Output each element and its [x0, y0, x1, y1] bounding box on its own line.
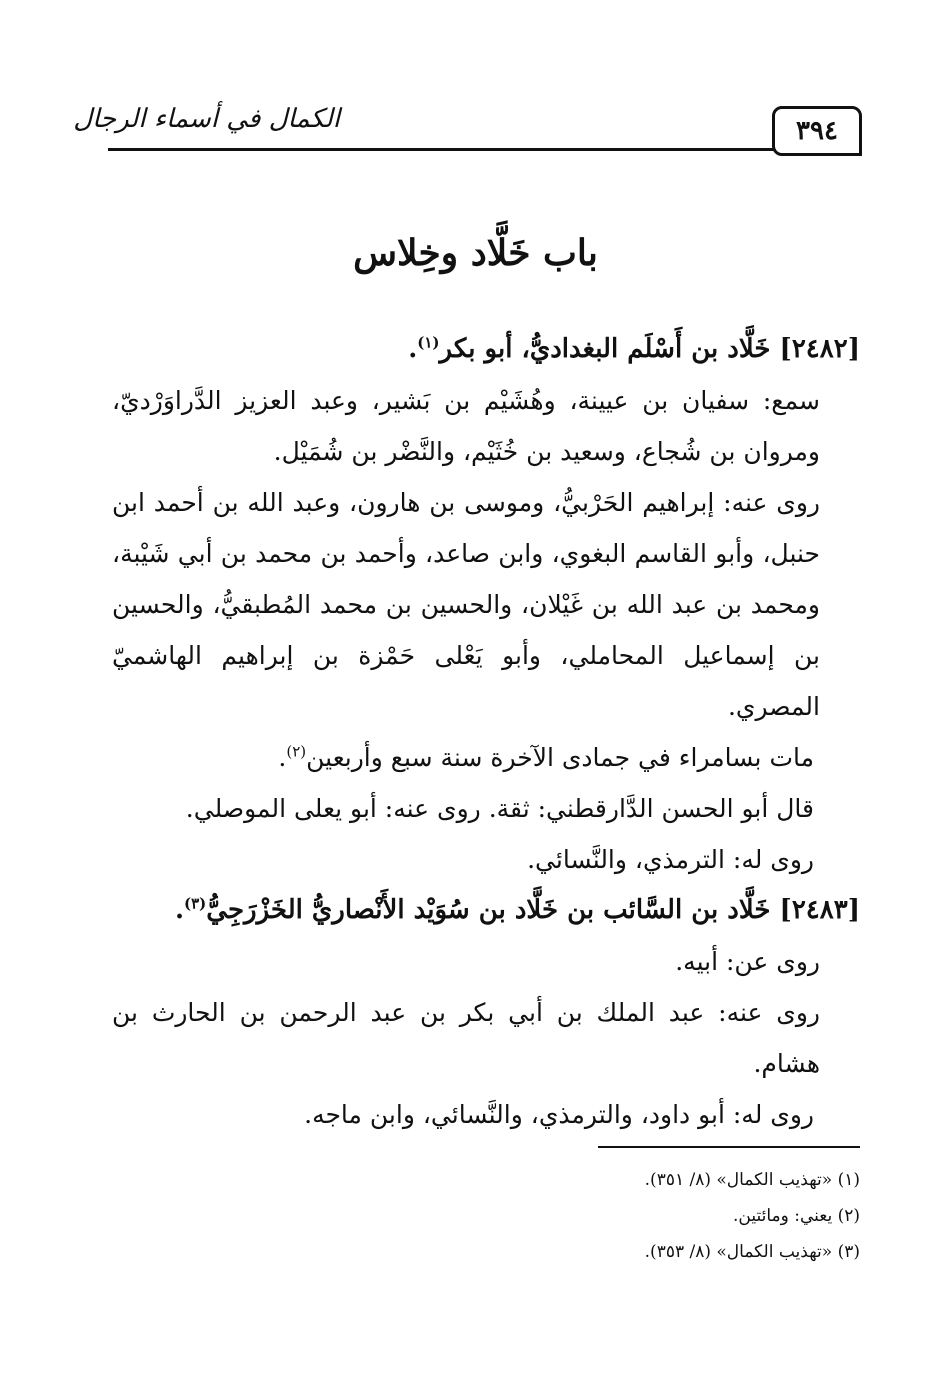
entry-heading-2482: [112, 324, 860, 375]
paragraph-rawa-anhu: روى عنه: إبراهيم الحَرْبيُّ، وموسى بن هارون، وعبد الله بن أحمد ابن حنبل، وأبو القاسم البغوي، وابن صاعد، وأحمد بن محمد بن أبي شَيْبة، ومحمد بن عبد الله بن غَيْلان، والحسين بن محمد المُطبقيُّ، والحسين بن إسماعيل المحاملي، وأبو يَعْلى حَمْزة بن إبراهيم الهاشميّ المصري.: [112, 488, 820, 721]
paragraph-daraqutni: قال أبو الحسن الدَّارقطني: ثقة. روى عنه: أبو يعلى الموصلي.: [185, 794, 814, 823]
footnote-1: (١) «تهذيب الكمال» (٨/ ٣٥١).: [644, 1170, 860, 1190]
paragraph-sami-a: سمع: سفيان بن عيينة، وهُشَيْم بن بَشير، وعبد العزيز الدَّراوَرْديّ، ومروان بن شُجاع، وسعيد بن خُثَيْم، والنَّضْر بن شُمَيْل.: [112, 386, 820, 466]
footnote-ref-1: (١): [417, 333, 440, 352]
header-rule: [108, 148, 860, 151]
paragraph-rawa-lahu-2: روى له: أبو داود، والترمذي، والنَّسائي، وابن ماجه.: [304, 1100, 814, 1129]
entry-heading-tail: .: [174, 895, 184, 925]
footnote-ref-3: (٣): [184, 894, 207, 913]
paragraph-rawa-an: روى عن: أبيه.: [675, 947, 820, 976]
paragraph-rawa-lahu-1: روى له: الترمذي، والنَّسائي.: [527, 845, 814, 874]
running-head-book-title: الكمال في أسماء الرجال: [73, 104, 340, 134]
chapter-title: باب خَلَّاد وخِلاس: [353, 232, 598, 274]
footnote-separator: [598, 1146, 860, 1148]
footnote-3: (٣) «تهذيب الكمال» (٨/ ٣٥٣).: [644, 1242, 860, 1262]
paragraph-rawa-anhu-2: روى عنه: عبد الملك بن أبي بكر بن عبد الرحمن بن الحارث بن هشام.: [112, 998, 820, 1078]
page-number-box: [772, 106, 862, 156]
footnotes: [400, 1162, 860, 1270]
entry-heading-2483: [112, 885, 860, 936]
body-text: [112, 324, 860, 1140]
entry-heading-text: [٢٤٨٣] خَلَّاد بن السَّائب بن خَلَّاد بن سُوَيْد الأَنْصاريُّ الخَزْرَجِيُّ: [206, 895, 860, 925]
footnote-ref-2: (٢): [286, 742, 307, 761]
paragraph-death-tail: .: [278, 743, 287, 772]
footnote-2: (٢) يعني: ومائتين.: [732, 1206, 860, 1226]
paragraph-death-text: مات بسامراء في جمادى الآخرة سنة سبع وأربعين: [306, 743, 814, 772]
entry-heading-tail: .: [408, 334, 418, 364]
page-number: ٣٩٤: [796, 116, 838, 146]
entry-heading-text: [٢٤٨٢] خَلَّاد بن أَسْلَم البغداديُّ، أبو بكر: [439, 334, 860, 364]
paragraph-death: [112, 732, 860, 783]
